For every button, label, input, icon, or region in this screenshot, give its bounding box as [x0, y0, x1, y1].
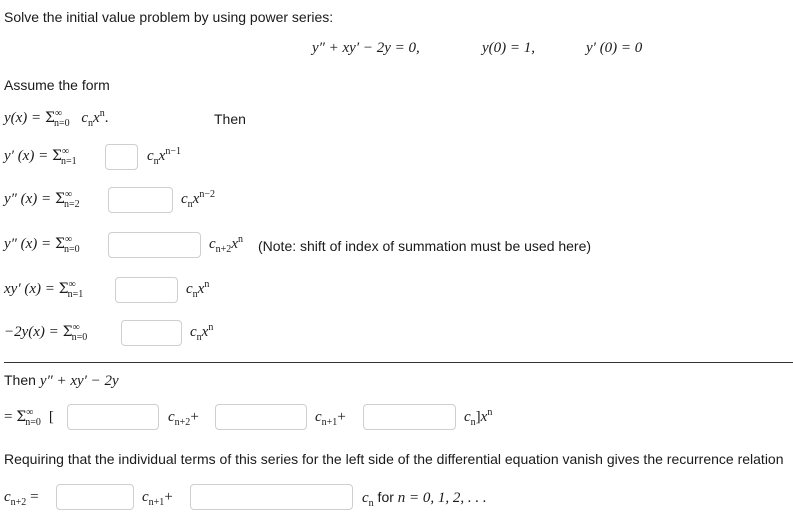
series-y: $y(x) = \Sigma\infty_{n=0}$ $c_nx^n$.	[4, 108, 109, 129]
combined-heading: Then y″ + xy′ − 2y	[4, 372, 119, 389]
recurrence-coefficient-box-1[interactable]	[56, 484, 134, 510]
yp-coefficient-box[interactable]	[105, 144, 138, 170]
xyp-coefficient-input[interactable]	[116, 278, 177, 302]
shift-note: (Note: shift of index of summation must be used here)	[258, 238, 592, 254]
recurrence-coefficient-input-1[interactable]	[57, 485, 133, 509]
then-label: Then	[214, 111, 246, 127]
combined-coefficient-input-2[interactable]	[216, 405, 306, 429]
ypp-shift-coefficient-box[interactable]	[108, 232, 201, 258]
combined-coefficient-box-3[interactable]	[363, 404, 456, 430]
section-divider	[4, 362, 793, 363]
series-m2y-lhs: $-2y(x) = \Sigma\infty_{n=0}$	[4, 322, 88, 343]
series-yp-term: $c_nx^{n-1}$	[147, 146, 181, 167]
series-m2y-term: $c_nx^n$	[190, 322, 214, 343]
requiring-text: Requiring that the individual terms of this series for the left side of the differential equation vanish gives the recurrence relation	[4, 451, 784, 467]
initial-condition-2: y′ (0) = 0	[586, 40, 643, 56]
combined-sum-lhs: = $\Sigma\infty_{n=0}$ [	[4, 407, 54, 428]
series-ypp-shift-term: $c_{n+2}x^n$	[209, 234, 243, 255]
initial-condition-1: y(0) = 1,	[482, 40, 536, 56]
ypp-shift-coefficient-input[interactable]	[109, 233, 200, 257]
ypp-coefficient-input[interactable]	[109, 188, 172, 212]
combined-term-1: $c_{n+2}+$	[168, 409, 199, 428]
recurrence-lhs: $c_{n+2}$ =	[4, 489, 39, 508]
yp-coefficient-input[interactable]	[106, 145, 137, 169]
m2y-coefficient-input[interactable]	[122, 321, 181, 345]
series-ypp-shift-lhs: y″ $(x) = \Sigma\infty_{n=0}$	[4, 234, 80, 255]
ypp-coefficient-box[interactable]	[108, 187, 173, 213]
xyp-coefficient-box[interactable]	[115, 277, 178, 303]
m2y-coefficient-box[interactable]	[121, 320, 182, 346]
combined-coefficient-input-3[interactable]	[364, 405, 455, 429]
combined-coefficient-box-2[interactable]	[215, 404, 307, 430]
combined-coefficient-input-1[interactable]	[68, 405, 158, 429]
ode-equation: y″ + xy′ − 2y = 0,	[312, 40, 420, 56]
series-yp-lhs: y′ $(x) = \Sigma\infty_{n=1}$	[4, 146, 77, 167]
problem-statement: Solve the initial value problem by using power series:	[4, 9, 334, 25]
combined-term-3: $c_n]x^n$	[464, 407, 493, 428]
combined-term-2: $c_{n+1}+$	[315, 409, 346, 428]
combined-coefficient-box-1[interactable]	[67, 404, 159, 430]
series-xyp-term: $c_nx^n$	[186, 279, 210, 300]
recurrence-term-1: $c_{n+1}+$	[142, 489, 173, 508]
recurrence-coefficient-box-2[interactable]	[190, 484, 353, 510]
assume-label: Assume the form	[4, 77, 110, 93]
series-xyp-lhs: xy′ $(x) = \Sigma\infty_{n=1}$	[4, 279, 84, 300]
series-ypp-term: $c_nx^{n-2}$	[181, 189, 215, 210]
recurrence-coefficient-input-2[interactable]	[191, 485, 352, 509]
series-ypp-lhs: y″ $(x) = \Sigma\infty_{n=2}$	[4, 189, 80, 210]
recurrence-term-2: $c_n$ for n = 0, 1, 2, . . .	[362, 489, 487, 509]
